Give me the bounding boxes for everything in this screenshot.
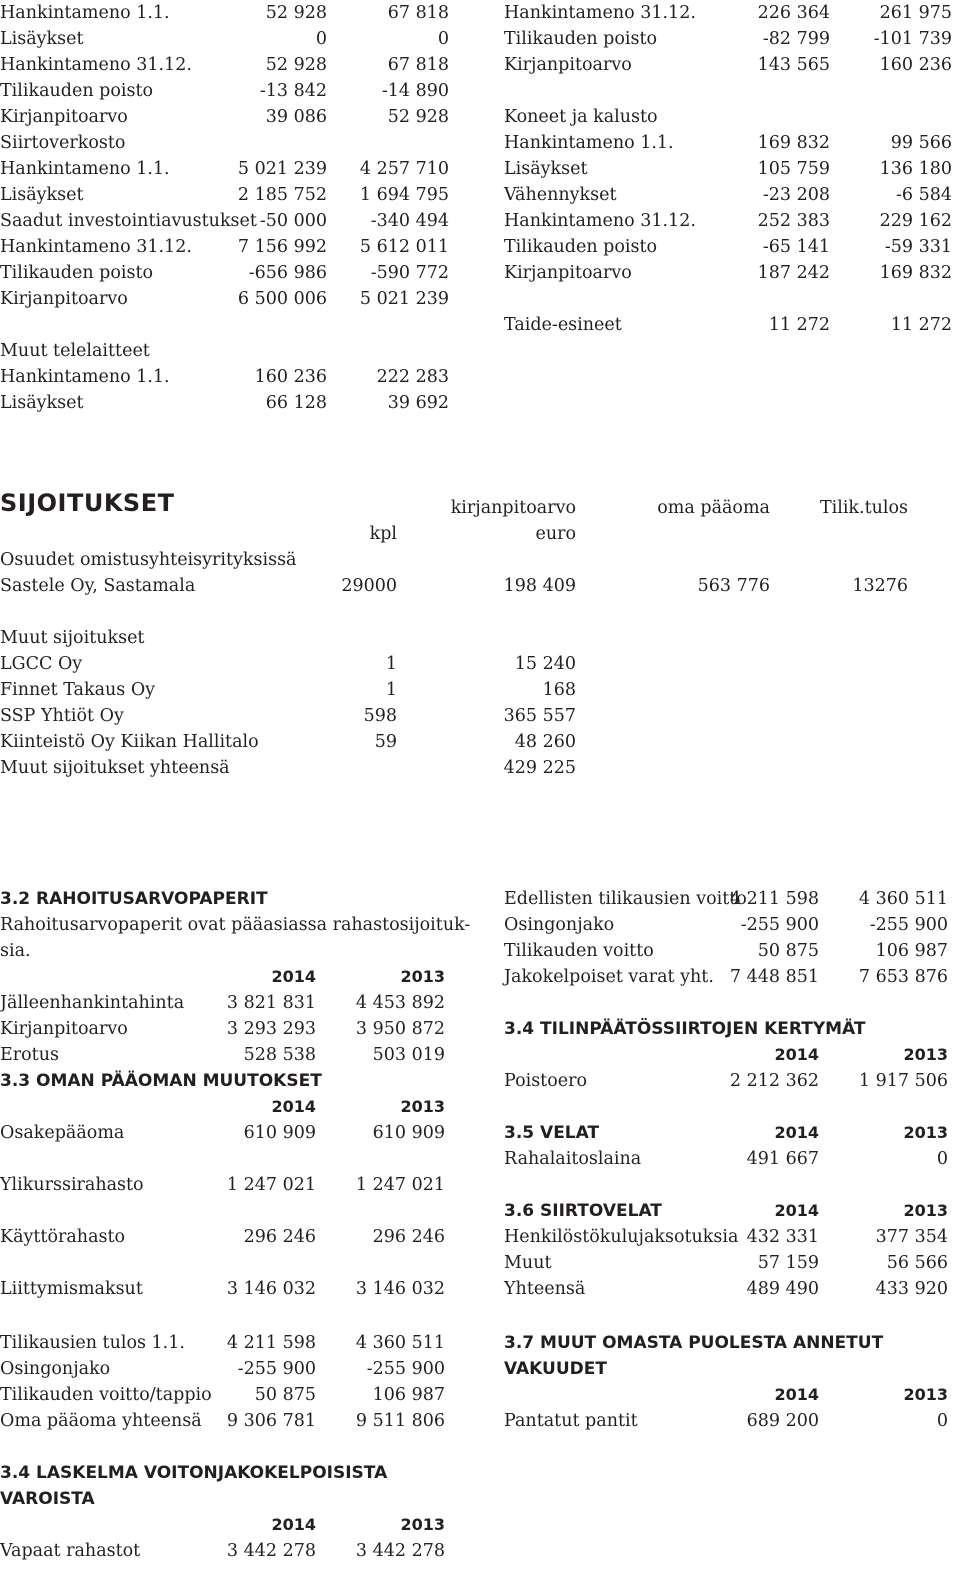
value-2014: 2 185 752	[237, 185, 327, 205]
section-heading-3-7-line2: VAKUUDET	[504, 1359, 607, 1379]
value-2014: 296 246	[243, 1227, 316, 1247]
value-2013: 0	[936, 1149, 948, 1169]
row-label: Lisäykset	[0, 185, 84, 205]
value-2014: -255 900	[237, 1359, 316, 1379]
value-2013: 52 928	[387, 107, 449, 127]
row-label: LGCC Oy	[0, 654, 83, 674]
value-2013: -590 772	[370, 263, 449, 283]
value-2014: 1 247 021	[226, 1175, 316, 1195]
value-2013: -255 900	[869, 915, 948, 935]
value-2013: 39 692	[387, 393, 449, 413]
value-kpl: 1	[385, 654, 397, 674]
row-label: Siirtoverkosto	[0, 133, 126, 153]
row-label: Hankintameno 1.1.	[504, 133, 674, 153]
year-2013: 2013	[903, 1045, 948, 1064]
value-2014: 3 293 293	[226, 1019, 316, 1039]
row-label: Kirjanpitoarvo	[504, 55, 632, 75]
row-label: Pantatut pantit	[504, 1411, 638, 1431]
value-2013: 99 566	[890, 133, 952, 153]
value-2013: -255 900	[366, 1359, 445, 1379]
row-label: Kirjanpitoarvo	[0, 1019, 128, 1039]
row-label: Yhteensä	[504, 1279, 586, 1299]
value-2013: 169 832	[879, 263, 952, 283]
value-2014: -13 842	[259, 81, 327, 101]
row-label: Muut	[504, 1253, 552, 1273]
value-euro: 365 557	[503, 706, 576, 726]
year-2013: 2013	[903, 1385, 948, 1404]
value-2014: -656 986	[248, 263, 327, 283]
value-2014: 3 442 278	[226, 1541, 316, 1561]
value-2014: 6 500 006	[237, 289, 327, 309]
value-2013: 503 019	[372, 1045, 445, 1065]
row-label: Osakepääoma	[0, 1123, 125, 1143]
value-euro: 15 240	[514, 654, 576, 674]
value-2014: -82 799	[762, 29, 830, 49]
row-label: Edellisten tilikausien voitto	[504, 889, 747, 909]
col-header-euro: euro	[535, 524, 576, 544]
value-2014: 7 156 992	[237, 237, 327, 257]
value-2013: 7 653 876	[858, 967, 948, 987]
row-label: Tilikauden poisto	[0, 81, 154, 101]
value-2013: 106 987	[875, 941, 948, 961]
value-kpl: 598	[363, 706, 397, 726]
value-2013: 377 354	[875, 1227, 948, 1247]
value-2013: 1 694 795	[359, 185, 449, 205]
row-label: Tilikauden voitto	[504, 941, 654, 961]
value-euro: 48 260	[514, 732, 576, 752]
value-2014: 3 821 831	[226, 993, 316, 1013]
year-2013: 2013	[400, 1515, 445, 1534]
value-euro: 429 225	[503, 758, 576, 778]
row-label: Vapaat rahastot	[0, 1541, 141, 1561]
value-2014: 489 490	[746, 1279, 819, 1299]
row-label: Kiinteistö Oy Kiikan Hallitalo	[0, 732, 259, 752]
value-2013: -340 494	[370, 211, 449, 231]
section-heading-3-7-line1: 3.7 MUUT OMASTA PUOLESTA ANNETUT	[504, 1333, 884, 1353]
row-label: Jälleenhankintahinta	[0, 993, 185, 1013]
row-label: Rahalaitoslaina	[504, 1149, 642, 1169]
value-2014: 11 272	[768, 315, 830, 335]
row-label: Muut sijoitukset yhteensä	[0, 758, 230, 778]
value-euro: 198 409	[503, 576, 576, 596]
value-2014: 610 909	[243, 1123, 316, 1143]
value-2014: -65 141	[762, 237, 830, 257]
value-2014: 432 331	[746, 1227, 819, 1247]
value-2013: 0	[936, 1411, 948, 1431]
row-label: Vähennykset	[504, 185, 617, 205]
section-heading-3-5: 3.5 VELAT	[504, 1123, 600, 1143]
row-label: Tilikauden poisto	[504, 29, 658, 49]
row-label: Kirjanpitoarvo	[0, 289, 128, 309]
value-2013: 160 236	[879, 55, 952, 75]
row-label: Koneet ja kalusto	[504, 107, 658, 127]
value-2013: 9 511 806	[355, 1411, 445, 1431]
paragraph-line: Rahoitusarvopaperit ovat pääasiassa rahastosijoituk-	[0, 915, 471, 935]
value-2014: 143 565	[757, 55, 830, 75]
row-label: Sastele Oy, Sastamala	[0, 576, 196, 596]
row-label: Tilikauden voitto/tappio	[0, 1385, 212, 1405]
value-2014: 50 875	[254, 1385, 316, 1405]
year-2014: 2014	[271, 1515, 316, 1534]
year-2014: 2014	[271, 967, 316, 986]
row-label: Lisäykset	[504, 159, 588, 179]
row-label: Henkilöstökulujaksotuksia	[504, 1227, 739, 1247]
value-2014: 226 364	[757, 3, 830, 23]
row-label: Hankintameno 31.12.	[504, 3, 696, 23]
row-label: Ylikurssirahasto	[0, 1175, 144, 1195]
section-title-sijoitukset: SIJOITUKSET	[0, 489, 175, 517]
col-header-kpl: kpl	[369, 524, 397, 544]
section-heading-3-4-line1: 3.4 LASKELMA VOITONJAKOKELPOISISTA	[0, 1463, 388, 1483]
row-label: Hankintameno 31.12.	[0, 55, 192, 75]
row-label: Liittymismaksut	[0, 1279, 143, 1299]
row-label: Muut telelaitteet	[0, 341, 150, 361]
value-tilikauden-tulos: 13276	[852, 576, 908, 596]
row-label: Lisäykset	[0, 29, 84, 49]
value-2013: -101 739	[873, 29, 952, 49]
col-header-oma-paaoma: oma pääoma	[657, 498, 770, 518]
row-label: Hankintameno 31.12.	[504, 211, 696, 231]
value-2014: 4 211 598	[729, 889, 819, 909]
row-label: Kirjanpitoarvo	[504, 263, 632, 283]
row-label: Poistoero	[504, 1071, 588, 1091]
value-2013: 3 442 278	[355, 1541, 445, 1561]
paragraph-line: sia.	[0, 941, 31, 961]
value-2013: 229 162	[879, 211, 952, 231]
col-header-kirjanpitoarvo: kirjanpitoarvo	[450, 498, 576, 518]
value-kpl: 29000	[341, 576, 397, 596]
value-2013: 5 021 239	[359, 289, 449, 309]
value-2014: 3 146 032	[226, 1279, 316, 1299]
value-2014: 66 128	[265, 393, 327, 413]
value-kpl: 59	[374, 732, 397, 752]
value-2013: 11 272	[890, 315, 952, 335]
row-label: Tilikausien tulos 1.1.	[0, 1333, 185, 1353]
row-label: Hankintameno 1.1.	[0, 3, 170, 23]
row-label: Taide-esineet	[504, 315, 622, 335]
value-2013: 4 453 892	[355, 993, 445, 1013]
value-2013: 433 920	[875, 1279, 948, 1299]
row-label: Käyttörahasto	[0, 1227, 126, 1247]
row-label: Saadut investointiavustukset	[0, 211, 257, 231]
value-2014: 689 200	[746, 1411, 819, 1431]
value-2013: 3 146 032	[355, 1279, 445, 1299]
year-2014: 2014	[271, 1097, 316, 1116]
value-2014: 39 086	[265, 107, 327, 127]
year-2013: 2013	[400, 1097, 445, 1116]
value-2014: 528 538	[243, 1045, 316, 1065]
value-2013: 0	[437, 29, 449, 49]
value-2013: 296 246	[372, 1227, 445, 1247]
value-2014: 52 928	[265, 3, 327, 23]
value-2014: -50 000	[259, 211, 327, 231]
value-2013: 4 360 511	[858, 889, 948, 909]
value-2014: 9 306 781	[226, 1411, 316, 1431]
value-euro: 168	[542, 680, 576, 700]
value-2013: 136 180	[879, 159, 952, 179]
section-heading-3-4b: 3.4 TILINPÄÄTÖSSIIRTOJEN KERTYMÄT	[504, 1019, 866, 1039]
row-label: Hankintameno 1.1.	[0, 367, 170, 387]
row-label: Kirjanpitoarvo	[0, 107, 128, 127]
value-2013: 1 917 506	[858, 1071, 948, 1091]
value-kpl: 1	[385, 680, 397, 700]
row-label: Finnet Takaus Oy	[0, 680, 156, 700]
value-2013: 56 566	[886, 1253, 948, 1273]
row-label: Jakokelpoiset varat yht.	[504, 967, 714, 987]
value-2013: 106 987	[372, 1385, 445, 1405]
year-2013: 2013	[903, 1201, 948, 1220]
value-2014: 57 159	[757, 1253, 819, 1273]
section-heading-3-4-line2: VAROISTA	[0, 1489, 95, 1509]
value-2013: 610 909	[372, 1123, 445, 1143]
value-2013: 5 612 011	[359, 237, 449, 257]
value-2013: 67 818	[387, 55, 449, 75]
row-label: Oma pääoma yhteensä	[0, 1411, 202, 1431]
value-2014: 4 211 598	[226, 1333, 316, 1353]
row-label: Erotus	[0, 1045, 59, 1065]
year-2013: 2013	[400, 967, 445, 986]
row-label: Osingonjako	[504, 915, 615, 935]
value-2014: 2 212 362	[729, 1071, 819, 1091]
row-label: Tilikauden poisto	[0, 263, 154, 283]
year-2013: 2013	[903, 1123, 948, 1142]
year-2014: 2014	[774, 1123, 819, 1142]
year-2014: 2014	[774, 1201, 819, 1220]
section-heading-3-6: 3.6 SIIRTOVELAT	[504, 1201, 662, 1221]
value-2014: 187 242	[757, 263, 830, 283]
col-header-tilikauden-tulos: Tilik.tulos	[819, 498, 908, 518]
value-2013: -6 584	[895, 185, 952, 205]
value-2013: 4 360 511	[355, 1333, 445, 1353]
value-2013: 222 283	[376, 367, 449, 387]
value-2014: 7 448 851	[729, 967, 819, 987]
group-label: Muut sijoitukset	[0, 628, 145, 648]
value-2014: 0	[315, 29, 327, 49]
value-2013: 261 975	[879, 3, 952, 23]
value-2014: 491 667	[746, 1149, 819, 1169]
value-2013: 67 818	[387, 3, 449, 23]
value-2013: -14 890	[381, 81, 449, 101]
group-label: Osuudet omistusyhteisyrityksissä	[0, 550, 297, 570]
value-2014: 52 928	[265, 55, 327, 75]
row-label: Osingonjako	[0, 1359, 111, 1379]
year-2014: 2014	[774, 1385, 819, 1404]
value-2013: 3 950 872	[355, 1019, 445, 1039]
row-label: Lisäykset	[0, 393, 84, 413]
value-2014: 169 832	[757, 133, 830, 153]
value-2014: 105 759	[757, 159, 830, 179]
row-label: SSP Yhtiöt Oy	[0, 706, 124, 726]
value-2013: -59 331	[884, 237, 952, 257]
value-2014: 252 383	[757, 211, 830, 231]
section-heading-3-3: 3.3 OMAN PÄÄOMAN MUUTOKSET	[0, 1071, 322, 1091]
value-2014: -23 208	[762, 185, 830, 205]
value-oma-paaoma: 563 776	[697, 576, 770, 596]
section-heading-3-2: 3.2 RAHOITUSARVOPAPERIT	[0, 889, 268, 909]
row-label: Hankintameno 31.12.	[0, 237, 192, 257]
value-2013: 4 257 710	[359, 159, 449, 179]
value-2014: 50 875	[757, 941, 819, 961]
year-2014: 2014	[774, 1045, 819, 1064]
value-2014: 160 236	[254, 367, 327, 387]
value-2014: -255 900	[740, 915, 819, 935]
row-label: Tilikauden poisto	[504, 237, 658, 257]
row-label: Hankintameno 1.1.	[0, 159, 170, 179]
value-2014: 5 021 239	[237, 159, 327, 179]
value-2013: 1 247 021	[355, 1175, 445, 1195]
